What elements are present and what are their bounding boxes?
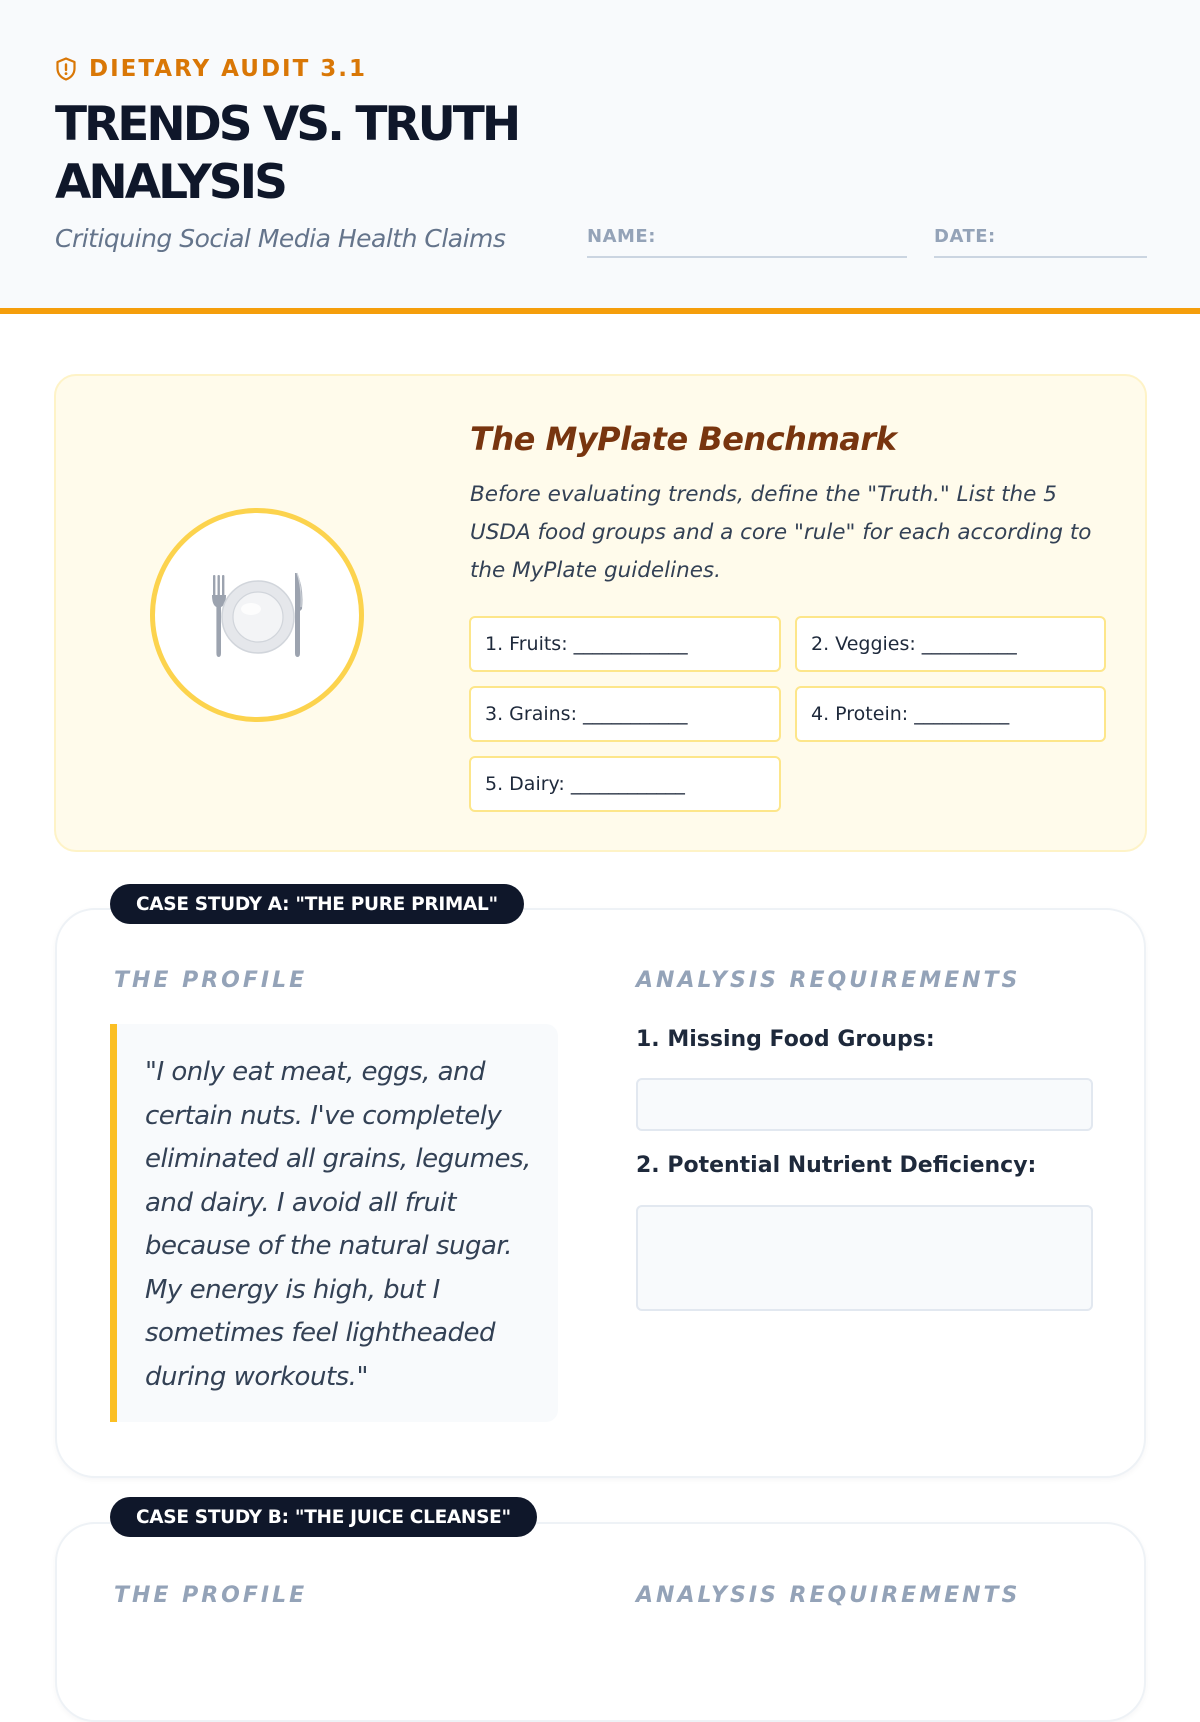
page-title-line-2: ANALYSIS bbox=[55, 155, 285, 210]
shield-alert-icon bbox=[55, 57, 77, 81]
food-group-veggies-field[interactable]: 2. Veggies: __________ bbox=[795, 616, 1106, 672]
kicker bbox=[55, 56, 367, 82]
worksheet-header bbox=[0, 0, 1200, 314]
nutrient-deficiency-answer[interactable] bbox=[636, 1205, 1093, 1311]
kicker-label: DIETARY AUDIT 3.1 bbox=[89, 56, 368, 82]
date-label: DATE: bbox=[934, 226, 996, 247]
profile-quote: "I only eat meat, eggs, and certain nuts. I've completely eliminated all grains, legumes, and dairy. I avoid all fruit because of the natural sugar. My energy is high, but I sometimes feel lightheaded during workouts." bbox=[110, 1024, 558, 1422]
case-study-b-tag: CASE STUDY B: "THE JUICE CLEANSE" bbox=[110, 1497, 537, 1537]
profile-heading: THE PROFILE bbox=[114, 968, 308, 993]
plate-with-cutlery-icon bbox=[205, 565, 309, 665]
name-field[interactable] bbox=[587, 226, 907, 258]
case-study-b-card bbox=[55, 1522, 1146, 1722]
benchmark-description: Before evaluating trends, define the "Truth." List the 5 USDA food groups and a core "rule" for each according to the MyPlate guidelines. bbox=[470, 482, 1092, 583]
profile-heading: THE PROFILE bbox=[114, 1583, 308, 1608]
case-study-a-card bbox=[55, 908, 1146, 1478]
case-study-a-tag: CASE STUDY A: "THE PURE PRIMAL" bbox=[110, 884, 524, 924]
analysis-heading: ANALYSIS REQUIREMENTS bbox=[636, 968, 1021, 993]
nutrient-deficiency-label: 2. Potential Nutrient Deficiency: bbox=[636, 1153, 1037, 1178]
food-group-protein-field[interactable]: 4. Protein: __________ bbox=[795, 686, 1106, 742]
date-field[interactable] bbox=[934, 226, 1147, 258]
analysis-heading: ANALYSIS REQUIREMENTS bbox=[636, 1583, 1021, 1608]
page-title-line-1: TRENDS VS. TRUTH bbox=[55, 97, 519, 152]
name-label: NAME: bbox=[587, 226, 656, 247]
missing-food-groups-answer[interactable] bbox=[636, 1078, 1093, 1131]
food-group-fruits-field[interactable]: 1. Fruits: ____________ bbox=[469, 616, 781, 672]
benchmark-title: The MyPlate Benchmark bbox=[470, 420, 897, 458]
food-group-dairy-field[interactable]: 5. Dairy: ____________ bbox=[469, 756, 781, 812]
myplate-benchmark-card bbox=[54, 374, 1147, 852]
page-subtitle: Critiquing Social Media Health Claims bbox=[55, 224, 506, 253]
missing-food-groups-label: 1. Missing Food Groups: bbox=[636, 1027, 935, 1052]
food-group-grains-field[interactable]: 3. Grains: ___________ bbox=[469, 686, 781, 742]
page-title bbox=[55, 96, 575, 212]
plate-badge bbox=[150, 508, 364, 722]
